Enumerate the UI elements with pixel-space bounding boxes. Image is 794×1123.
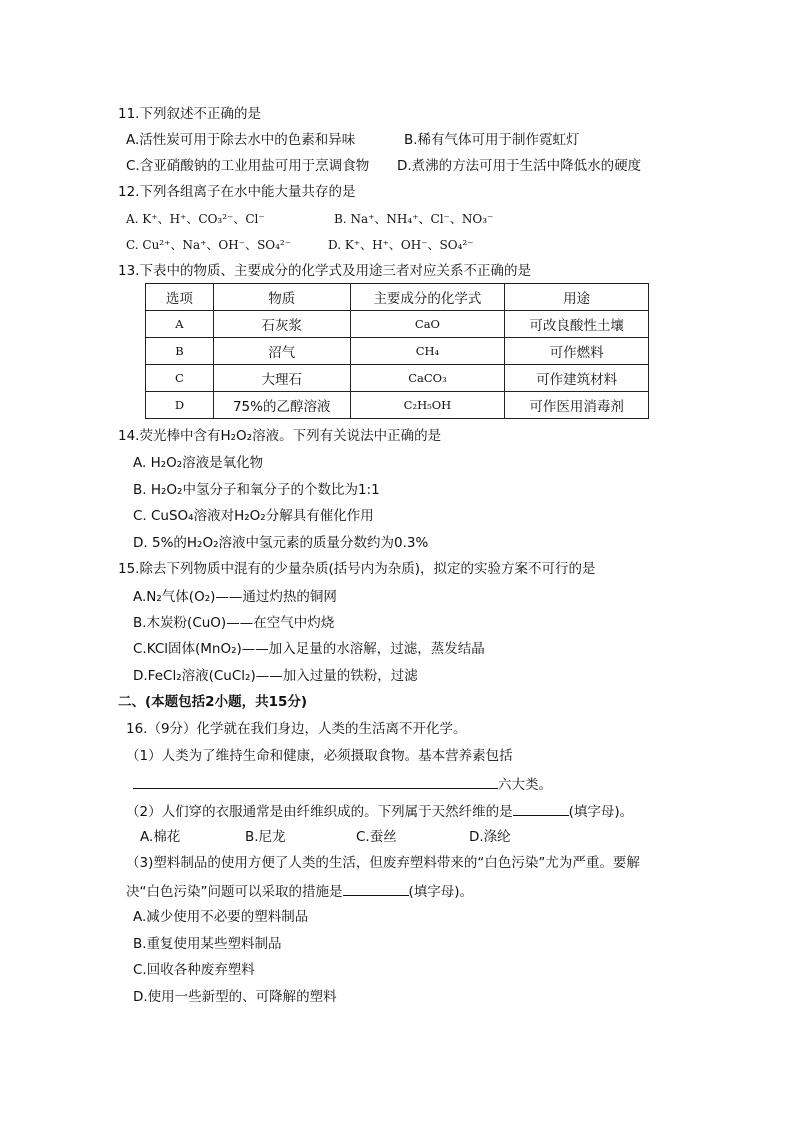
q16-part2-option-b: B.尼龙	[245, 829, 286, 845]
table-cell: C₂H₅OH	[350, 392, 505, 419]
q16-part2-option-c: C.蚕丝	[356, 829, 397, 845]
q16-part2-tail: (填字母)。	[568, 804, 634, 820]
q11-option-d: D.煮沸的方法可用于生活中降低水的硬度	[397, 158, 642, 174]
q16-part3-option-d: D.使用一些新型的、可降解的塑料	[133, 989, 337, 1005]
table-cell: B	[146, 338, 214, 365]
q16-part1-tail: 六大类。	[498, 777, 552, 793]
q16-part1-answer-line	[133, 774, 552, 794]
table-cell: C	[146, 365, 214, 392]
table-row	[146, 365, 649, 392]
table-cell: 可作建筑材料	[505, 365, 649, 392]
q16-part3-option-b: B.重复使用某些塑料制品	[133, 936, 282, 952]
q14-option-d: D. 5%的H₂O₂溶液中氢元素的质量分数约为0.3%	[133, 535, 429, 551]
q12-option-b: B. Na⁺、NH₄⁺、Cl⁻、NO₃⁻	[334, 212, 494, 226]
table-cell: A	[146, 311, 214, 338]
section-heading: 二、(本题包括2小题，共15分)	[118, 694, 308, 710]
table-cell: 可作燃料	[505, 338, 649, 365]
q13-table	[145, 283, 649, 419]
table-cell: CH₄	[350, 338, 505, 365]
q16-part3-option-a: A.减少使用不必要的塑料制品	[133, 909, 309, 925]
table-cell: CaO	[350, 311, 505, 338]
table-cell: D	[146, 392, 214, 419]
table-row	[146, 338, 649, 365]
table-header-cell: 用途	[505, 284, 649, 311]
q11-stem: 11.下列叙述不正确的是	[118, 106, 261, 122]
q16-part3-tail: (填字母)。	[408, 884, 474, 900]
q13-stem: 13.下表中的物质、主要成分的化学式及用途三者对应关系不正确的是	[118, 263, 531, 279]
q16-stem: 16.（9分）化学就在我们身边，人类的生活离不开化学。	[126, 721, 467, 737]
answer-blank[interactable]	[343, 881, 409, 896]
table-cell: CaCO₃	[350, 365, 505, 392]
q15-option-d: D.FeCl₂溶液(CuCl₂)——加入过量的铁粉，过滤	[133, 668, 418, 684]
q12-stem: 12.下列各组离子在水中能大量共存的是	[118, 184, 356, 200]
q11-option-b: B.稀有气体可用于制作霓虹灯	[404, 132, 580, 148]
q15-option-c: C.KCl固体(MnO₂)——加入足量的水溶解，过滤，蒸发结晶	[133, 641, 485, 657]
q14-option-a: A. H₂O₂溶液是氧化物	[133, 455, 264, 471]
q16-part2-option-a: A.棉花	[140, 829, 181, 845]
q15-stem: 15.除去下列物质中混有的少量杂质(括号内为杂质)，拟定的实验方案不可行的是	[118, 561, 596, 577]
q12-option-d: D. K⁺、H⁺、OH⁻、SO₄²⁻	[328, 238, 474, 252]
table-row	[146, 392, 649, 419]
q16-part2-option-d: D.涤纶	[469, 829, 511, 845]
table-cell: 可改良酸性土壤	[505, 311, 649, 338]
table-row	[146, 311, 649, 338]
q11-option-c: C.含亚硝酸钠的工业用盐可用于烹调食物	[126, 158, 370, 174]
q15-option-a: A.N₂气体(O₂)——通过灼热的铜网	[133, 589, 337, 605]
table-cell: 75%的乙醇溶液	[213, 392, 350, 419]
q12-option-c: C. Cu²⁺、Na⁺、OH⁻、SO₄²⁻	[126, 238, 292, 252]
table-header-row	[146, 284, 649, 311]
q16-part3-option-c: C.回收各种废弃塑料	[133, 962, 255, 978]
q12-option-a: A. K⁺、H⁺、CO₃²⁻、Cl⁻	[126, 212, 265, 226]
q16-part3-line1: （3)塑料制品的使用方便了人类的生活，但废弃塑料带来的“白色污染”尤为严重。要解	[126, 855, 640, 871]
table-cell: 石灰浆	[213, 311, 350, 338]
q14-option-b: B. H₂O₂中氢分子和氧分子的个数比为1:1	[133, 482, 380, 498]
answer-blank[interactable]	[513, 801, 569, 816]
q14-stem: 14.荧光棒中含有H₂O₂溶液。下列有关说法中正确的是	[118, 428, 442, 444]
table-header-cell: 物质	[213, 284, 350, 311]
q15-option-b: B.木炭粉(CuO)——在空气中灼烧	[133, 615, 335, 631]
q16-part2-line	[126, 801, 633, 821]
q16-part1: （1）人类为了维持生命和健康，必须摄取食物。基本营养素包括	[126, 748, 513, 764]
table-cell: 沼气	[213, 338, 350, 365]
table-header-cell: 主要成分的化学式	[350, 284, 505, 311]
q16-part3: 决“白色污染”问题可以采取的措施是	[126, 884, 343, 900]
answer-blank[interactable]	[133, 774, 498, 789]
table-cell: 大理石	[213, 365, 350, 392]
table-cell: 可作医用消毒剂	[505, 392, 649, 419]
q16-part2: （2）人们穿的衣服通常是由纤维织成的。下列属于天然纤维的是	[126, 804, 513, 820]
q16-part3-line2	[126, 881, 473, 901]
q11-option-a: A.活性炭可用于除去水中的色素和异味	[126, 132, 356, 148]
q14-option-c: C. CuSO₄溶液对H₂O₂分解具有催化作用	[133, 508, 374, 524]
table-header-cell: 选项	[146, 284, 214, 311]
